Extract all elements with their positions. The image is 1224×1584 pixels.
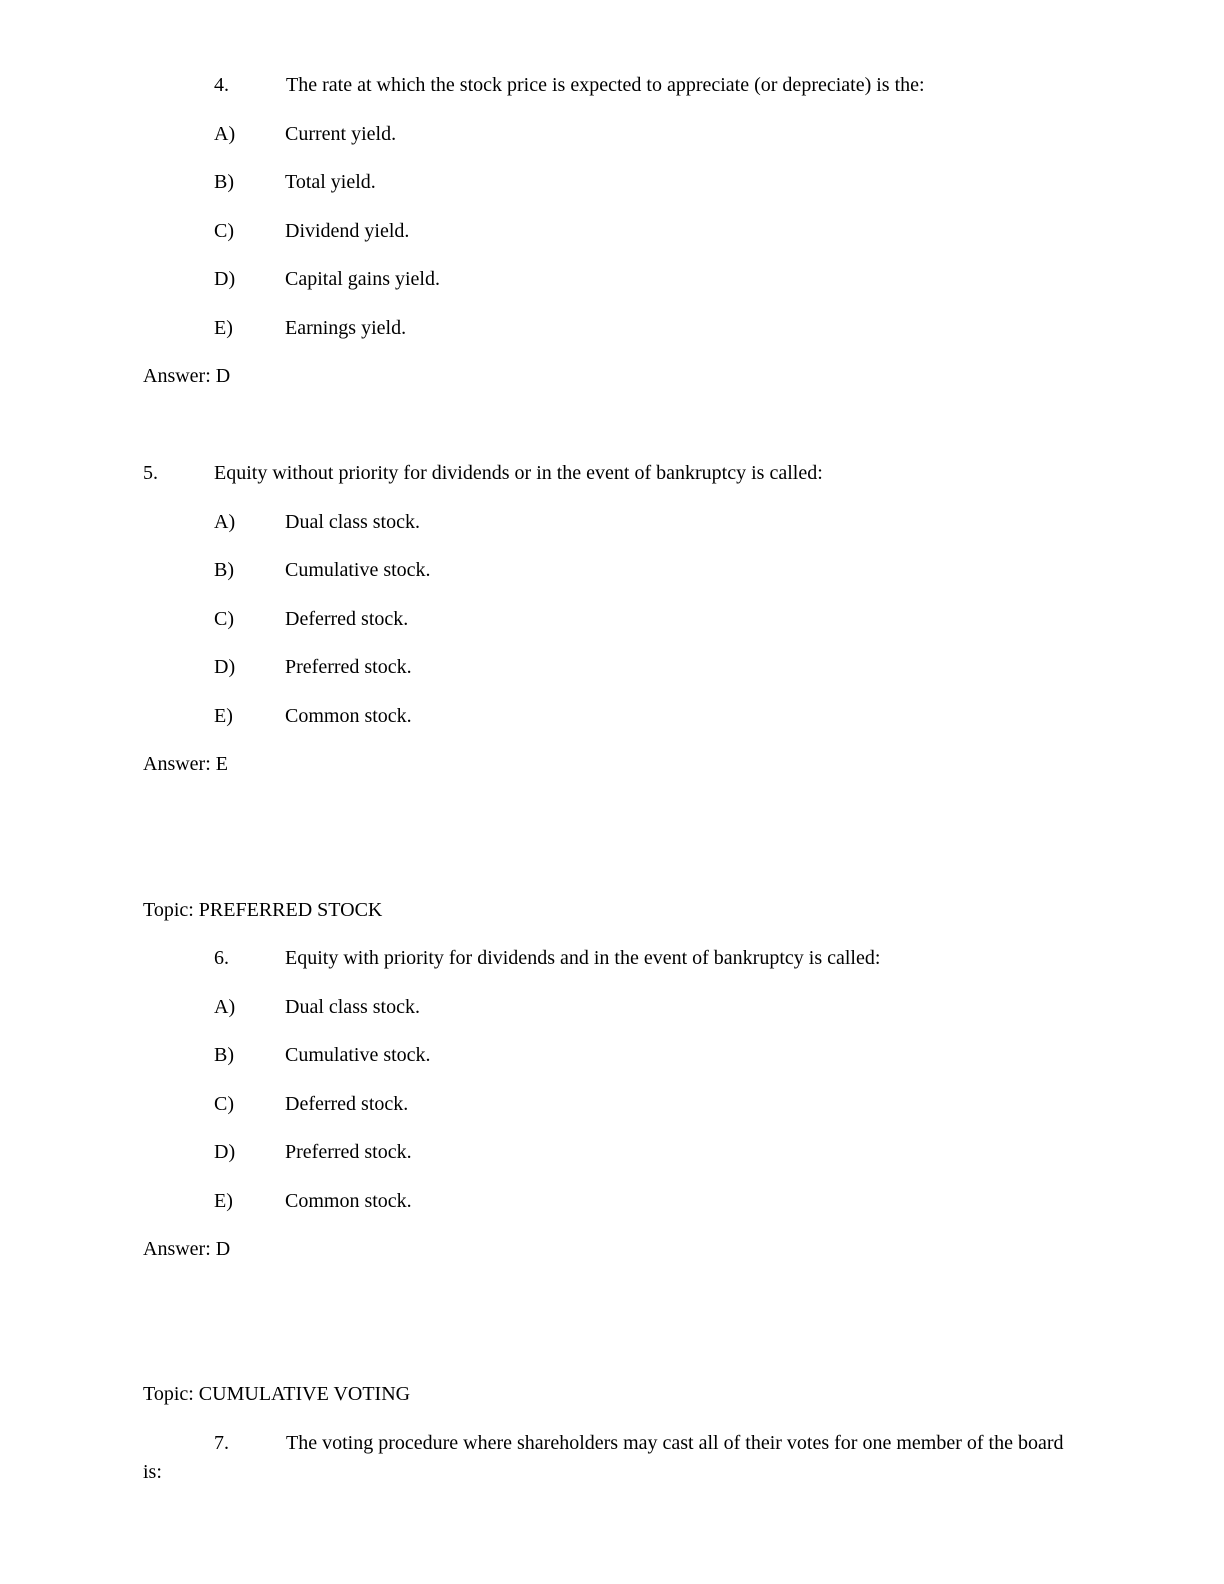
question-text: The voting procedure where shareholders may cast all of their votes for one member of the board	[286, 1432, 1064, 1454]
option-letter: A)	[214, 511, 236, 533]
option-letter: E)	[214, 1190, 233, 1212]
option-text: Deferred stock.	[285, 608, 409, 630]
option-text: Preferred stock.	[285, 1141, 412, 1163]
option-letter: A)	[214, 996, 236, 1018]
answer-text: Answer: E	[143, 753, 228, 775]
topic-text: Topic: PREFERRED STOCK	[143, 899, 383, 921]
option-letter: B)	[214, 559, 234, 581]
option-letter: C)	[214, 1093, 234, 1115]
option-text: Dual class stock.	[285, 511, 420, 533]
option-letter: E)	[214, 705, 233, 727]
option-letter: C)	[214, 220, 234, 242]
option-letter: A)	[214, 123, 236, 145]
option-letter: B)	[214, 171, 234, 193]
question-number: 6.	[214, 947, 229, 969]
question-text: The rate at which the stock price is expected to appreciate (or depreciate) is the:	[286, 74, 925, 96]
option-letter: D)	[214, 268, 236, 290]
question-number: 4.	[214, 74, 229, 96]
option-letter: D)	[214, 1141, 236, 1163]
question-number: 5.	[143, 462, 158, 484]
answer-text: Answer: D	[143, 365, 231, 387]
option-text: Common stock.	[285, 705, 412, 727]
option-text: Deferred stock.	[285, 1093, 409, 1115]
option-text: Total yield.	[285, 171, 376, 193]
question-text-continued: is:	[143, 1461, 162, 1483]
option-text: Capital gains yield.	[285, 268, 440, 290]
option-text: Earnings yield.	[285, 317, 407, 339]
option-text: Dividend yield.	[285, 220, 410, 242]
question-text: Equity without priority for dividends or in the event of bankruptcy is called:	[214, 462, 823, 484]
answer-text: Answer: D	[143, 1238, 231, 1260]
option-letter: D)	[214, 656, 236, 678]
topic-text: Topic: CUMULATIVE VOTING	[143, 1383, 411, 1405]
option-text: Common stock.	[285, 1190, 412, 1212]
option-text: Dual class stock.	[285, 996, 420, 1018]
option-letter: B)	[214, 1044, 234, 1066]
option-letter: E)	[214, 317, 233, 339]
question-text: Equity with priority for dividends and in the event of bankruptcy is called:	[285, 947, 881, 969]
question-number: 7.	[214, 1432, 229, 1454]
option-text: Cumulative stock.	[285, 559, 431, 581]
option-text: Cumulative stock.	[285, 1044, 431, 1066]
option-text: Current yield.	[285, 123, 397, 145]
option-text: Preferred stock.	[285, 656, 412, 678]
option-letter: C)	[214, 608, 234, 630]
